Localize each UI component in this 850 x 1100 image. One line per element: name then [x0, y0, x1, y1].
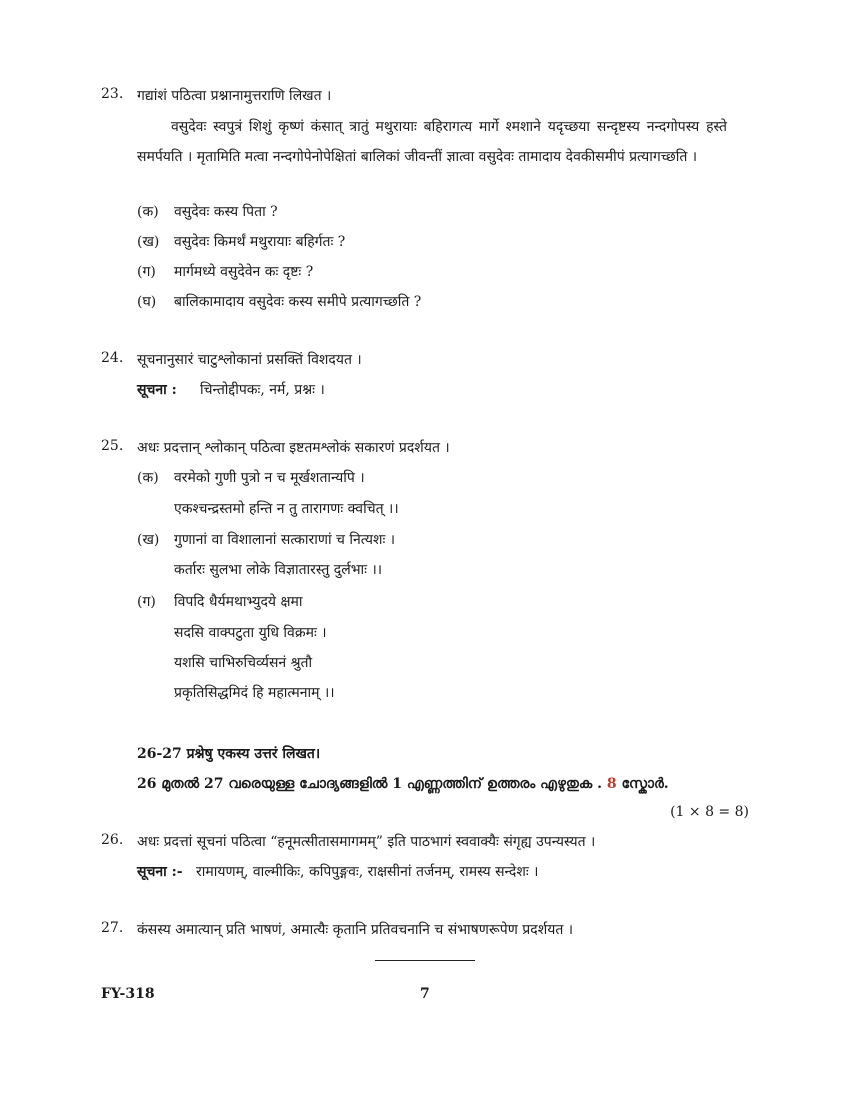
question-23-passage [137, 112, 727, 172]
verse-line: सदसि वाक्पटुता युधि विक्रमः । [174, 625, 327, 641]
q24-hint-text: चिन्तोद्दीपकः, नर्म, प्रश्नः । [200, 382, 325, 398]
question-25-prompt: अधः प्रदत्तान् श्लोकान् पठित्वा इष्टतमश्लोकं सकारणं प्रदर्शयत । [137, 440, 450, 456]
score-number: 8 [606, 776, 617, 792]
q23-item-text: वसुदेवः किमर्थं मथुरायाः बहिर्गतः ? [174, 234, 346, 250]
paper-code: FY-318 [101, 986, 155, 1002]
verse-line: एकश्चन्द्रस्तमो हन्ति न तु तारागणः क्वचित् ।। [174, 501, 399, 517]
question-26-number: 26. [101, 832, 124, 848]
q23-item-label: (ख) [137, 234, 160, 250]
question-25-number: 25. [101, 438, 124, 454]
verse-line: कर्तारः सुलभा लोके विज्ञातारस्तु दुर्लभाः ।। [174, 562, 383, 578]
q23-item-label: (घ) [137, 294, 157, 310]
page-number: 7 [420, 986, 430, 1002]
verse-label: (ख) [137, 532, 160, 548]
end-rule [375, 960, 475, 961]
q23-item-text: वसुदेवः कस्य पिता ? [174, 204, 278, 220]
section-heading-sanskrit: 26-27 प्रश्नेषु एकस्य उत्तरं लिखत। [137, 746, 321, 762]
verse-line: वरमेको गुणी पुत्रो न च मूर्खशतान्यपि । [174, 470, 365, 486]
q23-item-label: (ग) [137, 264, 156, 280]
verse-line: यशसि चाभिरुचिर्व्यसनं श्रुतौ [174, 655, 313, 671]
question-27-prompt: कंसस्य अमात्यान् प्रति भाषणं, अमात्यैः कृतानि प्रतिवचनानि च संभाषणरूपेण प्रदर्शयत । [137, 922, 574, 938]
q23-item-text: बालिकामादाय वसुदेवः कस्य समीपे प्रत्यागच्छति ? [174, 294, 422, 310]
q23-item-text: मार्गमध्ये वसुदेवेन कः दृष्टः ? [174, 264, 314, 280]
marks-allocation: (1 × 8 = 8) [670, 804, 749, 820]
question-27-number: 27. [101, 920, 124, 936]
score-word: സ്കോർ. [621, 776, 669, 792]
section-heading-malayalam [137, 776, 669, 792]
q26-hint-label: सूचना :- [137, 864, 183, 880]
verse-label: (क) [137, 470, 159, 486]
question-24-prompt: सूचनानुसारं चाटुश्लोकानां प्रसक्तिं विशदयत । [137, 352, 362, 368]
question-23-number: 23. [101, 86, 124, 102]
verse-line: प्रकृतिसिद्धमिदं हि महात्मनाम् ।। [174, 685, 335, 701]
passage-text: वसुदेवः स्वपुत्रं शिशुं कृष्णं कंसात् त्रातुं मथुरायाः बहिरागत्य मार्गे श्मशाने यदृच्छया सन्दृष्टस्य नन्दगोपस्य हस्ते समर्पयति । मृतामिति मत्वा नन्दगोपेनोपेक्षितां बालिकां जीवन्तीं ज्ञात्वा वसुदेवः तामादाय देवकीसमीपं प्रत्यागच्छति । [137, 119, 727, 165]
q23-item-label: (क) [137, 204, 159, 220]
question-23-prompt: गद्यांशं पठित्वा प्रश्नानामुत्तराणि लिखत । [137, 88, 332, 104]
instruction-text: 26 മുതൽ 27 വരെയുള്ള ചോദ്യങ്ങളിൽ 1 എണ്ണത്തിന് ഉത്തരം എഴുതുക . [137, 776, 602, 792]
q24-hint-label: सूचना : [137, 382, 177, 398]
question-26-prompt: अधः प्रदत्तां सूचनां पठित्वा “हनूमत्सीतासमागमम्” इति पाठभागं स्ववाक्यैः संगृह्य उपन्यस्यत । [137, 834, 596, 850]
verse-line: गुणानां वा विशालानां सत्काराणां च नित्यशः । [174, 532, 396, 548]
question-24-number: 24. [101, 350, 124, 366]
verse-line: विपदि धैर्यमथाभ्युदये क्षमा [174, 594, 303, 610]
verse-label: (ग) [137, 594, 156, 610]
q26-hint-text: रामायणम्, वाल्मीकिः, कपिपुङ्गवः, राक्षसीनां तर्जनम्, रामस्य सन्देशः । [196, 864, 539, 880]
